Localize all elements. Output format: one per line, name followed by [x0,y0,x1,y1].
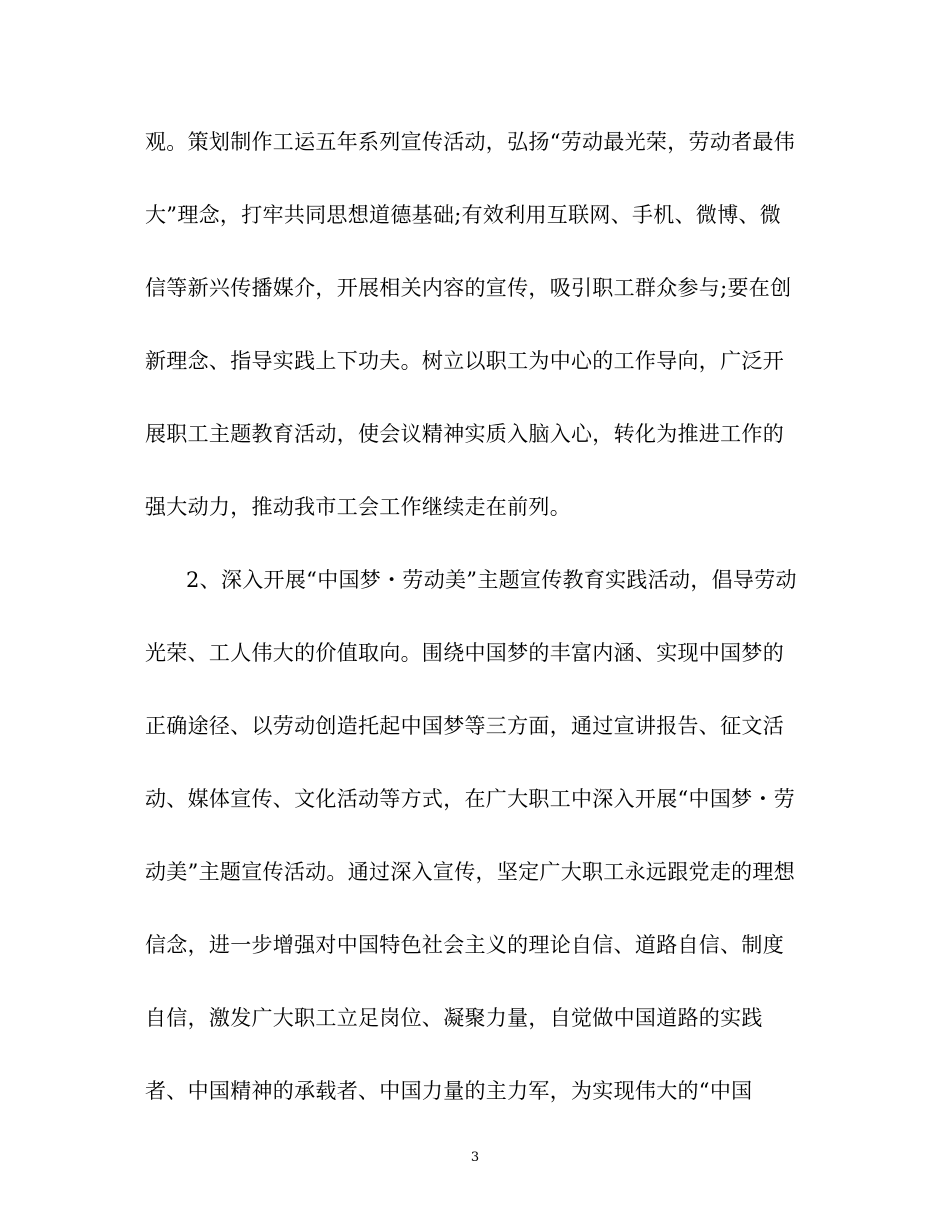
text-line: 新理念、指导实践上下功夫。树立以职工为中心的工作导向，广泛开 [145,349,784,373]
text-line: 动美”主题宣传活动。通过深入宣传，坚定广大职工永远跟党走的理想 [145,860,796,884]
text-line: 强大动力，推动我市工会工作继续走在前列。 [145,495,571,519]
text-line: 信念，进一步增强对中国特色社会主义的理论自信、道路自信、制度 [145,933,784,957]
text-line: 大”理念，打牢共同思想道德基础;有效利用互联网、手机、微博、微 [145,203,782,227]
page-number: 3 [470,1150,480,1165]
text-line: 展职工主题教育活动，使会议精神实质入脑入心，转化为推进工作的 [145,422,784,446]
paragraph-first-line: 2、深入开展“中国梦・劳动美”主题宣传教育实践活动，倡导劳动 [186,568,797,592]
text-line: 光荣、工人伟大的价值取向。围绕中国梦的丰富内涵、实现中国梦的 [145,641,784,665]
text-line: 观。策划制作工运五年系列宣传活动，弘扬“劳动最光荣，劳动者最伟 [145,130,796,154]
text-line: 自信，激发广大职工立足岗位、凝聚力量，自觉做中国道路的实践 [145,1006,763,1030]
text-line: 动、媒体宣传、文化活动等方式，在广大职工中深入开展“中国梦・劳 [145,787,796,811]
text-line: 者、中国精神的承载者、中国力量的主力军，为实现伟大的“中国 [145,1079,753,1103]
text-line: 正确途径、以劳动创造托起中国梦等三方面，通过宣讲报告、征文活 [145,714,784,738]
text-line: 信等新兴传播媒介，开展相关内容的宣传，吸引职工群众参与;要在创 [145,276,792,300]
